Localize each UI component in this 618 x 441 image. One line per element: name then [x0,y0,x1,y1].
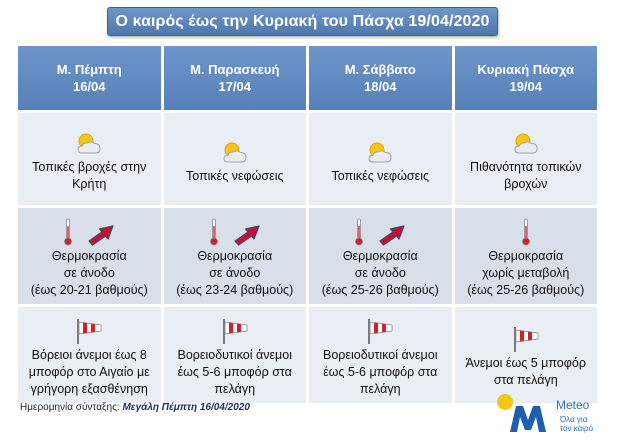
page-title: Ο καιρός έως την Κυριακή του Πάσχα 19/04/2020 [107,7,498,36]
temperature-line3: (έως 25-26 βαθμούς) [467,282,585,297]
partly-cloudy-icon [220,140,250,166]
meteo-logo-mark [492,392,554,436]
day-date: 16/04 [72,79,106,94]
logo-tagline [560,415,593,433]
day-header-1 [164,46,307,110]
day-date: 18/04 [363,79,397,94]
wind-line1: Βορειοδυτικοί άνεμοι [323,347,438,362]
wind-line1: Βόρειοι άνεμοι έως 8 [31,347,147,362]
partly-cloudy-icon [511,131,541,157]
temperature-cell-1 [164,208,307,304]
thermometer-icon [521,218,531,246]
issue-date-value: Μεγάλη Πέμπτη 16/04/2020 [122,402,250,413]
day-date: 19/04 [509,79,543,94]
temperature-cell-2 [309,208,452,304]
weather-cell-2 [309,113,452,205]
temperature-line2: χωρίς μεταβολή [482,265,570,280]
wind-line2: μποφόρ στο Αιγαίο με [28,364,150,379]
temperature-line3: (έως 25-26 βαθμούς) [321,282,439,297]
temperature-cell-3 [455,208,598,304]
day-header-3 [455,46,598,110]
logo-tagline-line2: τον καιρό [560,424,594,433]
day-name: Κυριακή Πάσχα [477,62,575,77]
weather-cell-3 [455,113,598,205]
wind-line2: στα πελάγη [493,373,558,387]
windsock-icon [511,325,541,353]
temperature-line3: (έως 20-21 βαθμούς) [30,282,148,297]
wind-line1: Άνεμοι έως 5 μποφόρ [465,356,586,370]
wind-cell-0 [18,307,161,403]
weather-text-line1: Πιθανότητα τοπικών [470,160,582,174]
logo-tagline-line1: Όλα για [560,415,588,424]
weather-text-line2: βροχών [504,177,548,191]
thermometer-icon [209,218,219,246]
temperature-line1: Θερμοκρασία [488,248,564,263]
weather-cell-1 [164,113,307,205]
wind-cell-3 [455,307,598,403]
weather-text-line1: Τοπικές νεφώσεις [331,168,430,183]
windsock-icon [365,317,395,345]
forecast-grid [18,46,597,394]
wind-line1: Βορειοδυτικοί άνεμοι [177,347,292,362]
day-name: Μ. Πέμπτη [56,62,122,77]
thermometer-icon [63,218,73,246]
arrow-up-right-icon [87,224,115,246]
day-name: Μ. Παρασκευή [190,62,280,77]
partly-cloudy-icon [74,131,104,157]
temperature-line2: σε άνοδο [209,265,261,280]
arrow-up-right-icon [233,224,261,246]
wind-line3: γρήγορη εξασθένηση [30,381,148,396]
thermometer-icon [354,218,364,246]
weather-text-line1: Τοπικές βροχές στην [32,160,147,174]
wind-line2: έως 5-6 μποφόρ στα [177,364,292,379]
day-header-0 [18,46,161,110]
weather-text-line2: Κρήτη [72,177,107,191]
meteo-logo [492,392,612,436]
temperature-line2: σε άνοδο [354,265,406,280]
temperature-line2: σε άνοδο [63,265,115,280]
temperature-cell-0 [18,208,161,304]
temperature-line1: Θερμοκρασία [197,248,273,263]
windsock-icon [74,317,104,345]
partly-cloudy-icon [365,140,395,166]
weather-text-line1: Τοπικές νεφώσεις [185,168,284,183]
logo-name: Meteo [556,398,590,412]
issue-date [20,402,250,413]
day-header-2 [309,46,452,110]
windsock-icon [220,317,250,345]
wind-line3: πελάγη [214,381,256,396]
wind-cell-1 [164,307,307,403]
day-name: Μ. Σάββατο [344,62,416,77]
temperature-line1: Θερμοκρασία [342,248,418,263]
temperature-line1: Θερμοκρασία [51,248,127,263]
wind-line2: έως 5-6 μποφόρ στα [323,364,438,379]
day-date: 17/04 [218,79,252,94]
wind-line3: πελάγη [359,381,401,396]
weather-cell-0 [18,113,161,205]
arrow-up-right-icon [378,224,406,246]
wind-cell-2 [309,307,452,403]
issue-date-label: Ημερομηνία σύνταξης: [20,402,123,413]
temperature-line3: (έως 23-24 βαθμούς) [176,282,294,297]
